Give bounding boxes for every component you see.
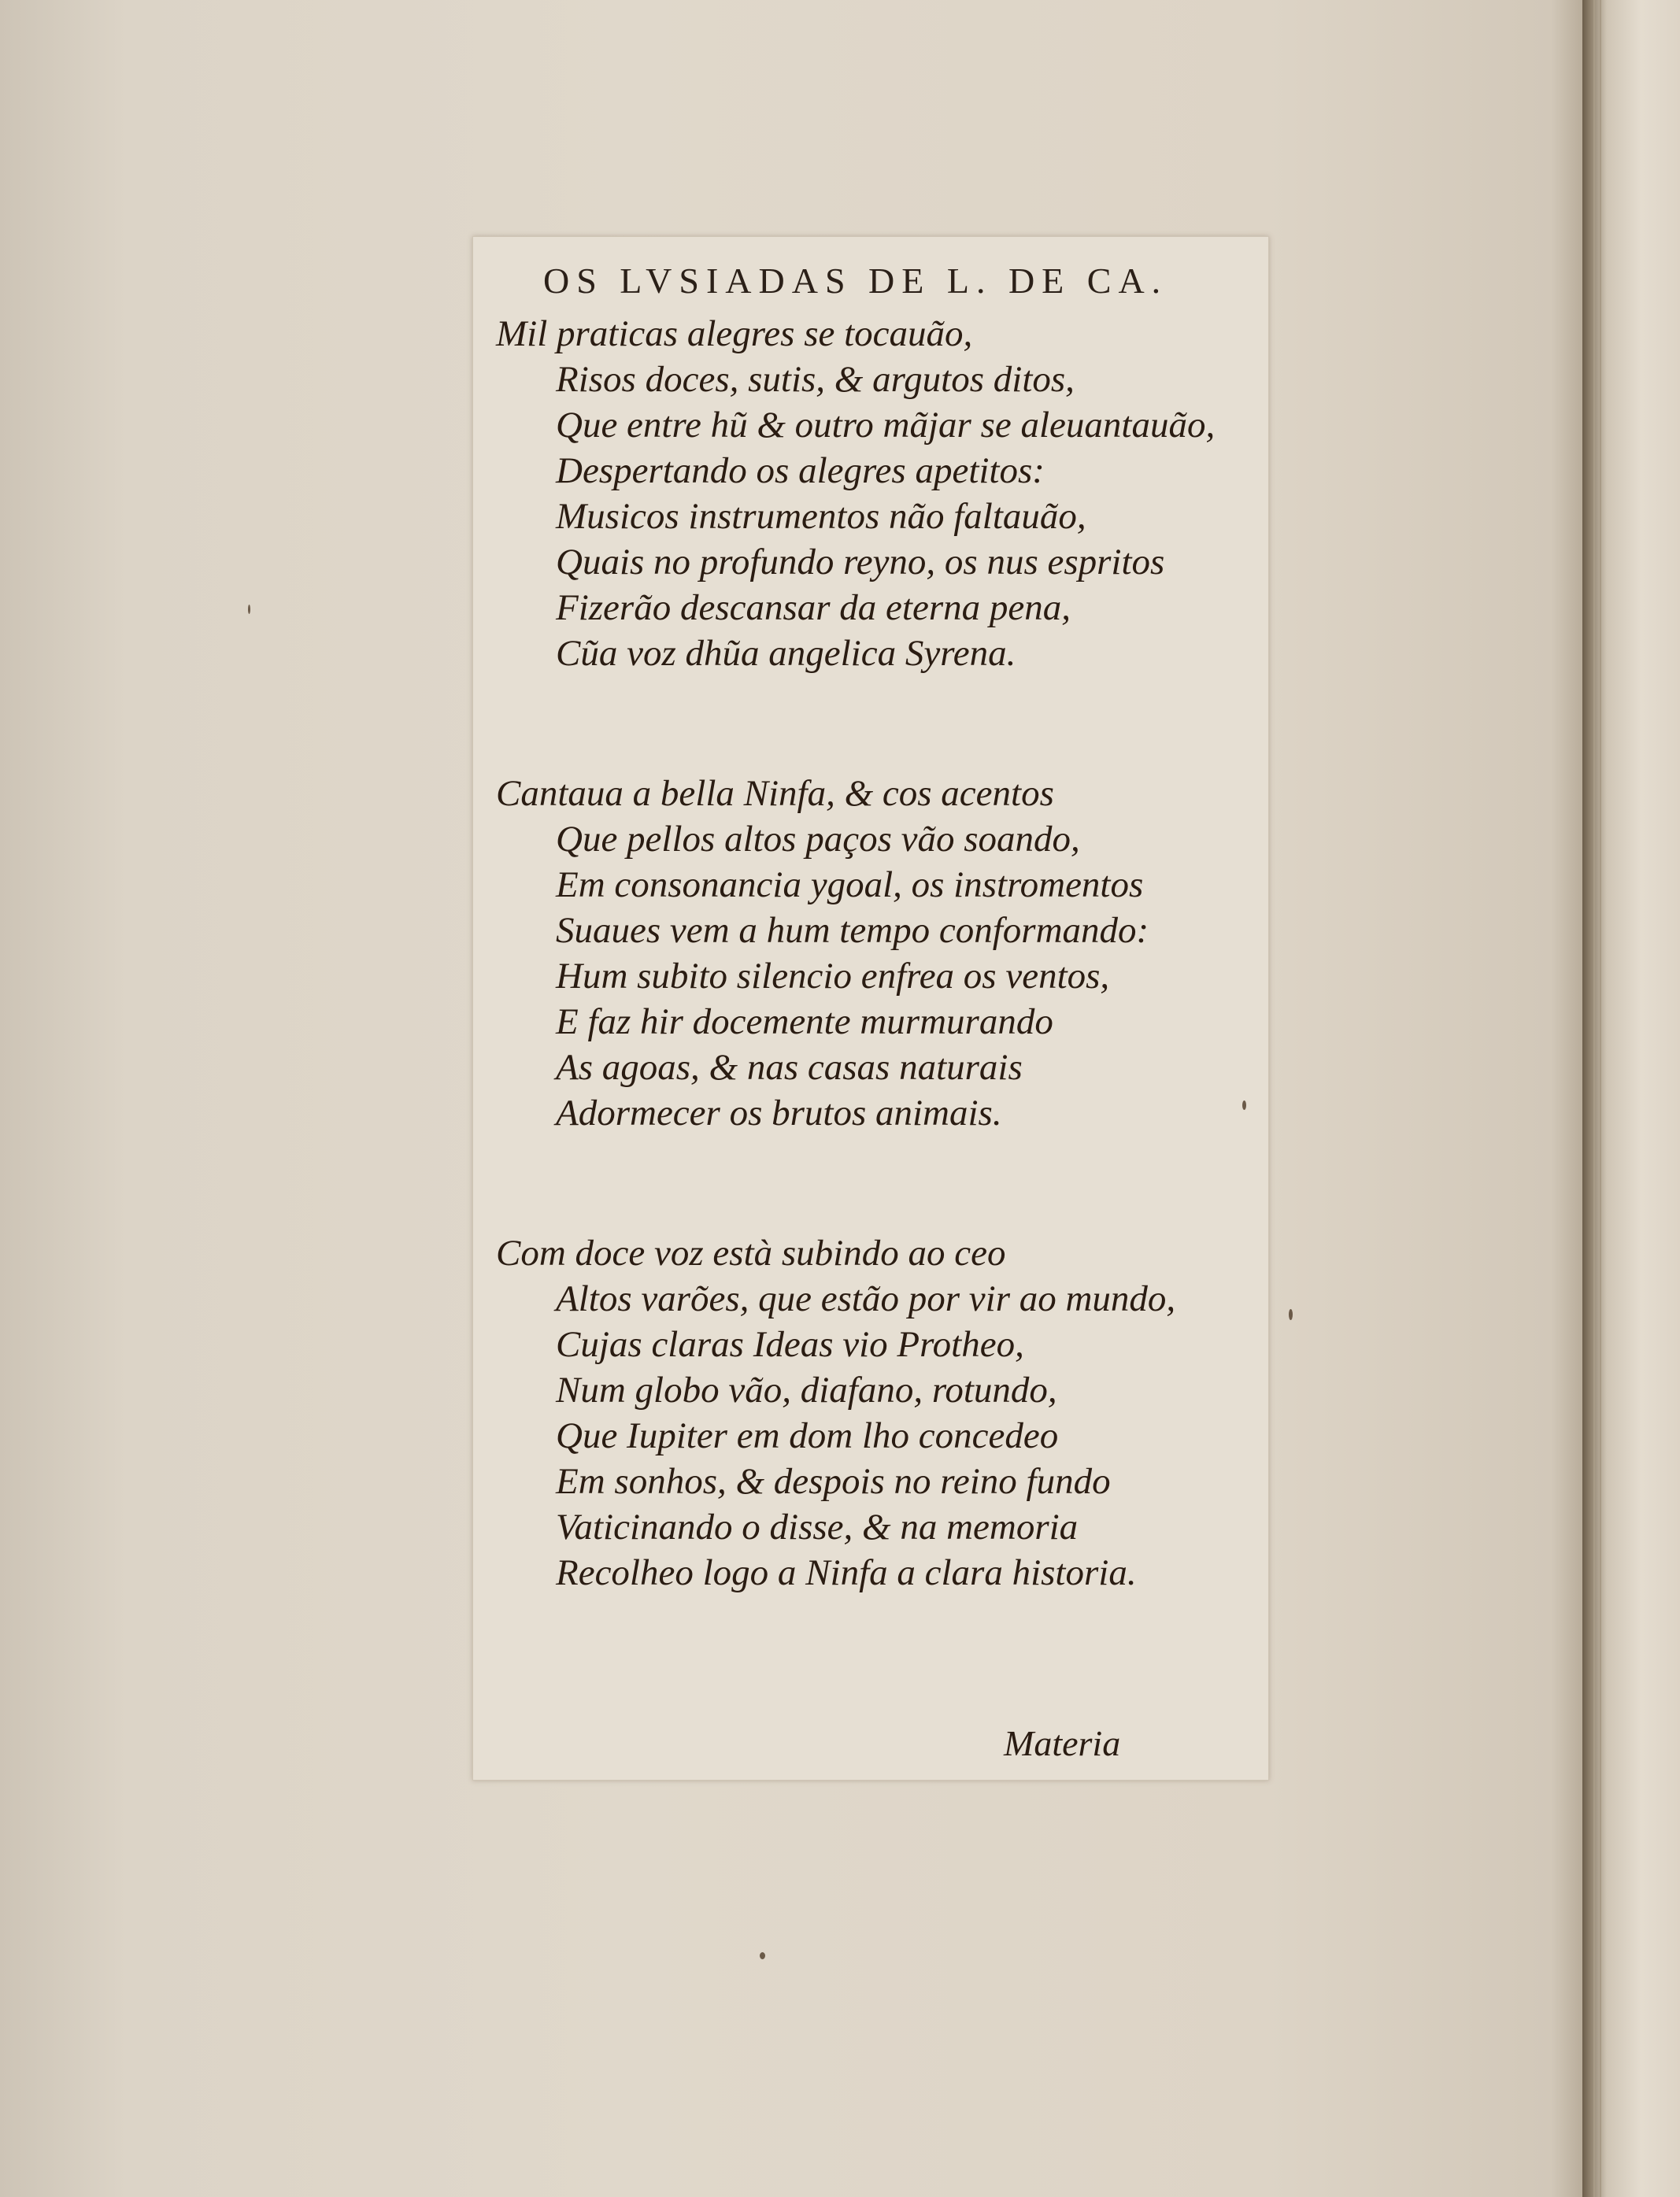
running-head: OS LVSIADAS DE L. DE CA.: [543, 261, 1168, 301]
catchword: Materia: [1004, 1723, 1121, 1763]
stanza: [496, 311, 1252, 676]
verse-line: Fizerão descansar da eterna pena,: [556, 587, 1071, 628]
verse-line: Cujas claras Ideas vio Protheo,: [556, 1324, 1024, 1365]
verse-line: Adormecer os brutos animais.: [556, 1093, 1002, 1134]
verse-body: [496, 311, 1252, 1690]
ink-speck: [248, 605, 250, 614]
ink-speck: [1289, 1309, 1293, 1320]
verse-line: Recolheo logo a Ninfa a clara historia.: [556, 1552, 1137, 1593]
verse-line: Cantaua a bella Ninfa, & cos acentos: [496, 773, 1054, 814]
verse-line: Que pellos altos paços vão soando,: [556, 819, 1080, 860]
verse-line: Com doce voz està subindo ao ceo: [496, 1233, 1006, 1274]
verse-line: Que entre hũ & outro mãjar se aleuantauão,: [556, 405, 1216, 446]
edge-line: [1593, 0, 1595, 2197]
verse-line: Em sonhos, & despois no reino fundo: [556, 1461, 1111, 1502]
verse-line: Suaues vem a hum tempo conformando:: [556, 910, 1149, 951]
verse-line: Num globo vão, diafano, rotundo,: [556, 1370, 1057, 1411]
ink-speck: [760, 1952, 765, 1959]
verse-line: E faz hir docemente murmurando: [556, 1001, 1053, 1042]
verse-line: Quais no profundo reyno, os nus espritos: [556, 542, 1165, 583]
verse-line: Cũa voz dhũa angelica Syrena.: [556, 633, 1016, 674]
verse-line: Em consonancia ygoal, os instromentos: [556, 864, 1144, 905]
page-fore-edge: [1582, 0, 1680, 2197]
edge-line: [1600, 0, 1601, 2197]
stanza: [496, 1230, 1252, 1596]
verse-line: Altos varões, que estão por vir ao mundo,: [556, 1278, 1176, 1319]
verse-line: Risos doces, sutis, & argutos ditos,: [556, 359, 1075, 400]
verse-line: Despertando os alegres apetitos:: [556, 450, 1045, 491]
verse-line: Mil praticas alegres se tocauão,: [496, 313, 973, 354]
verse-line: As agoas, & nas casas naturais: [556, 1047, 1023, 1088]
verse-line: Que Iupiter em dom lho concedeo: [556, 1415, 1059, 1456]
ink-speck: [1242, 1100, 1246, 1110]
stanza: [496, 771, 1252, 1136]
verse-line: Hum subito silencio enfrea os ventos,: [556, 956, 1110, 997]
verse-line: Musicos instrumentos não faltauão,: [556, 496, 1086, 537]
verse-line: Vaticinando o disse, & na memoria: [556, 1507, 1079, 1548]
